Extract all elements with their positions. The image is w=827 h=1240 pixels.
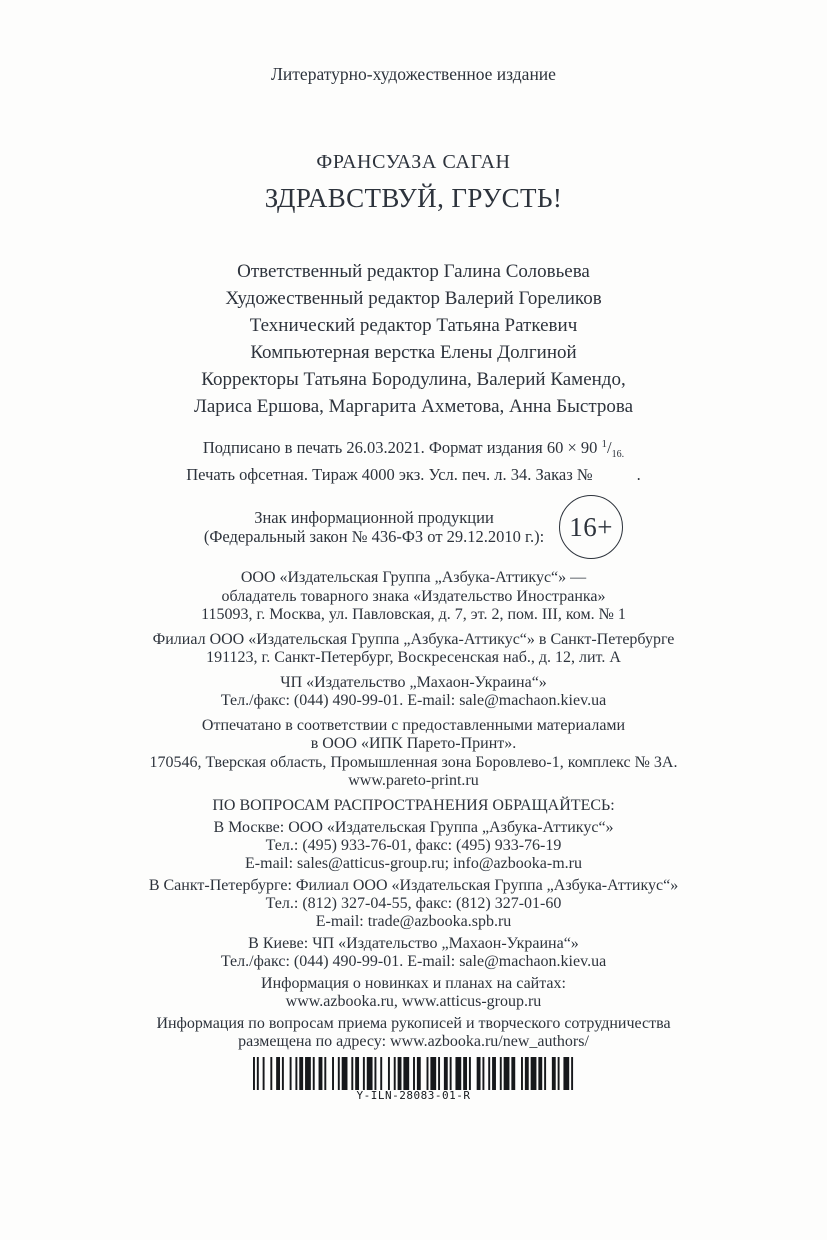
format-fraction-slash: / (607, 438, 612, 457)
printer-line: 170546, Тверская область, Промышленная зона Боровлево-1, комплекс № 3А. (149, 753, 678, 771)
distribution-line: размещена по адресу: www.azbooka.ru/new_authors/ (238, 1033, 589, 1050)
publisher-line: 115093, г. Москва, ул. Павловская, д. 7, эт. 2, пом. III, ком. № 1 (201, 606, 626, 623)
staff-line: Ответственный редактор Галина Соловьева (237, 261, 590, 282)
distribution-block-spb (64, 877, 764, 931)
imprint-info (64, 434, 764, 485)
age-rating-badge: 16+ (559, 495, 623, 559)
distribution-info (64, 819, 764, 1051)
publisher-info (64, 569, 764, 791)
distribution-line: E-mail: sales@atticus-group.ru; info@azbooka-m.ru (245, 855, 582, 872)
barcode (64, 1057, 764, 1102)
publisher-block (64, 631, 764, 668)
staff-line: Компьютерная верстка Елены Долгиной (250, 342, 577, 363)
publisher-line: 191123, г. Санкт-Петербург, Воскресенская наб., д. 12, лит. А (206, 649, 621, 666)
edition-note: Литературно-художественное издание (271, 64, 556, 84)
publisher-line: ЧП «Издательство „Махаон-Украина“» (280, 673, 547, 691)
publisher-line: Филиал ООО «Издательская Группа „Азбука-Аттикус“» в Санкт-Петербурге (152, 630, 675, 648)
imprint-line-print: Печать офсетная. Тираж 4000 экз. Усл. печ. л. 34. Заказ № . (186, 465, 641, 484)
distribution-line: Тел.: (495) 933-76-01, факс: (495) 933-76-19 (265, 837, 562, 854)
staff-line: Технический редактор Татьяна Раткевич (249, 315, 578, 336)
printer-line: в ООО «ИПК Парето-Принт». (310, 735, 517, 752)
distribution-line: Информация о новинках и планах на сайтах: (261, 975, 566, 992)
publisher-block (64, 569, 764, 625)
printer-block (64, 717, 764, 791)
barcode-bars (253, 1057, 575, 1090)
news-info-block (64, 975, 764, 1011)
staff-credits (64, 258, 764, 420)
publisher-line: Тел./факс: (044) 490-99-01. E-mail: sale@machaon.kiev.ua (220, 692, 607, 709)
age-rating-row (64, 495, 764, 559)
manuscripts-info-block (64, 1015, 764, 1051)
distribution-block-kiev (64, 935, 764, 971)
distribution-line: В Санкт-Петербурге: Филиал ООО «Издательская Группа „Азбука-Аттикус“» (148, 877, 679, 894)
imprint-line-format: Подписано в печать 26.03.2021. Формат издания 60 × 90 $^1/_{16.}$ (202, 438, 625, 460)
format-fraction-denominator: 16. (611, 449, 625, 460)
distribution-line: www.azbooka.ru, www.atticus-group.ru (285, 993, 542, 1010)
publisher-line: ООО «Издательская Группа „Азбука-Аттикус“» — (240, 569, 587, 586)
publisher-block (64, 674, 764, 711)
colophon-page (64, 0, 764, 1102)
distribution-line: Тел./факс: (044) 490-99-01. E-mail: sale@machaon.kiev.ua (220, 953, 607, 970)
printer-line: Отпечатано в соответствии с предоставленными материалами (201, 716, 626, 734)
distribution-line: В Киеве: ЧП «Издательство „Махаон-Украина“» (248, 935, 579, 952)
distribution-line: E-mail: trade@azbooka.spb.ru (315, 913, 512, 930)
book-title: ЗДРАВСТВУЙ, ГРУСТЬ! (264, 183, 563, 213)
staff-line: Лариса Ершова, Маргарита Ахметова, Анна Быстрова (193, 396, 634, 417)
publisher-line: обладатель товарного знака «Издательство Иностранка» (221, 587, 606, 605)
distribution-line: В Москве: ООО «Издательская Группа „Азбука-Аттикус“» (213, 819, 614, 836)
distribution-line: Тел.: (812) 327-04-55, факс: (812) 327-01-60 (265, 895, 562, 912)
barcode-label: Y-ILN-28083-01-R (356, 1089, 471, 1102)
format-fraction-numerator: 1 (601, 438, 608, 450)
printer-line: www.pareto-print.ru (348, 772, 479, 789)
staff-line: Корректоры Татьяна Бородулина, Валерий Камендо, (201, 369, 626, 390)
distribution-block-moscow (64, 819, 764, 873)
age-rating-label: Знак информационной продукции (Федеральный закон № 436-ФЗ от 29.12.2010 г.): (203, 508, 545, 546)
author-name: ФРАНСУАЗА САГАН (316, 151, 511, 173)
distribution-heading: ПО ВОПРОСАМ РАСПРОСТРАНЕНИЯ ОБРАЩАЙТЕСЬ: (212, 796, 615, 814)
staff-line: Художественный редактор Валерий Гореликов (225, 288, 602, 309)
distribution-line: Информация по вопросам приема рукописей и творческого сотрудничества (156, 1015, 671, 1032)
